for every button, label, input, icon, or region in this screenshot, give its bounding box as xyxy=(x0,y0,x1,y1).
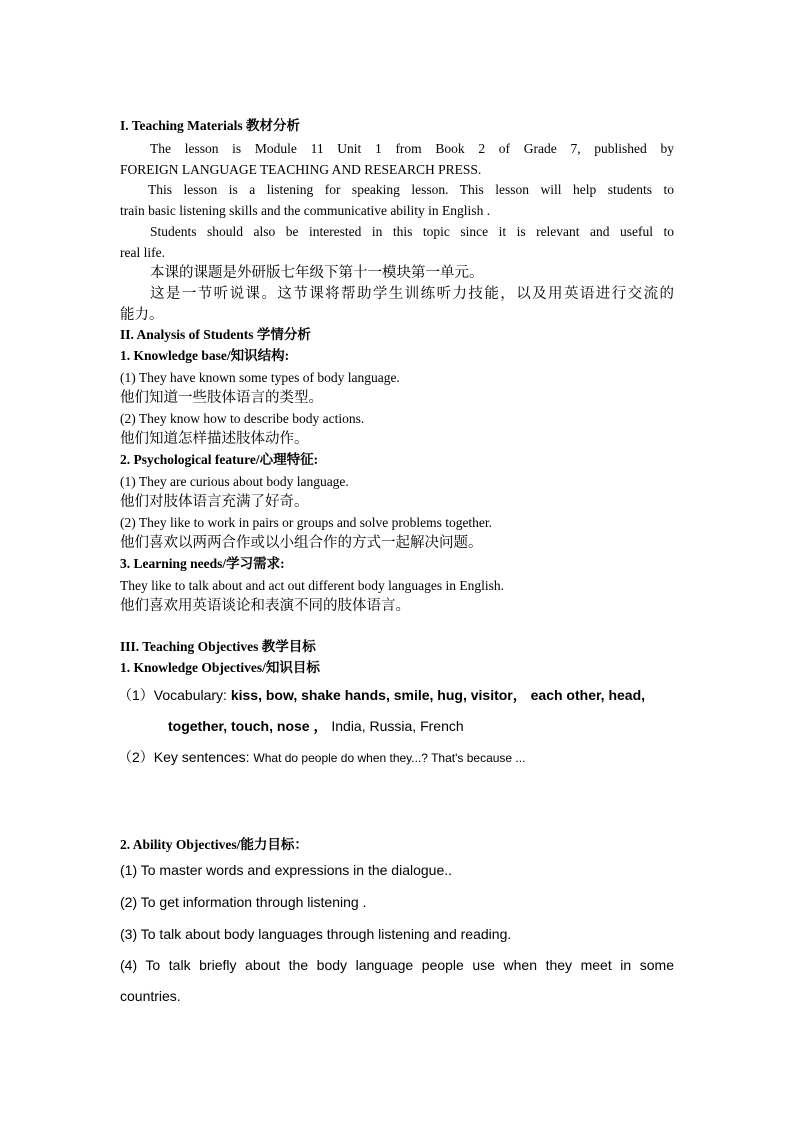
list-item: (4) To talk briefly about the body language people use when they meet in some xyxy=(120,957,674,973)
paragraph-line-cn: 能力。 xyxy=(120,307,164,323)
subheading-psychological-feature: 2. Psychological feature/心理特征: xyxy=(120,452,319,467)
paragraph-line: train basic listening skills and the communicative ability in English . xyxy=(120,203,491,218)
list-item-cn: 他们知道一些肢体语言的类型。 xyxy=(120,390,323,406)
vocabulary-words: kiss, bow, shake hands, smile, hug, visitor， each other, head, xyxy=(230,687,646,703)
list-item-cn: 他们喜欢用英语谈论和表演不同的肢体语言。 xyxy=(120,598,410,614)
list-item: They like to talk about and act out different body languages in English. xyxy=(120,578,505,593)
list-item: (1) They are curious about body language. xyxy=(120,474,349,489)
section-heading-teaching-materials: I. Teaching Materials 教材分析 xyxy=(120,118,301,133)
list-item-cn: 他们喜欢以两两合作或以小组合作的方式一起解决问题。 xyxy=(120,535,483,551)
list-item-continued: countries. xyxy=(120,988,181,1004)
section-heading-analysis-of-students: II. Analysis of Students 学情分析 xyxy=(120,327,311,342)
paragraph-line: Students should also be interested in this topic since it is relevant and useful to xyxy=(150,224,674,239)
section-heading-teaching-objectives: III. Teaching Objectives 教学目标 xyxy=(120,639,316,654)
vocabulary-words: together, touch, nose ， xyxy=(168,718,328,734)
list-item: (2) They like to work in pairs or groups and solve problems together. xyxy=(120,515,493,530)
paragraph-line: The lesson is Module 11 Unit 1 from Book 2 of Grade 7, published by xyxy=(150,141,674,156)
vocabulary-line-2 xyxy=(168,718,678,736)
paragraph-line-cn: 这是一节听说课。这节课将帮助学生训练听力技能，以及用英语进行交流的 xyxy=(150,286,674,302)
key-sentences-line xyxy=(118,749,678,767)
subheading-knowledge-base: 1. Knowledge base/知识结构: xyxy=(120,348,290,363)
paragraph-line: This lesson is a listening for speaking lesson. This lesson will help students to xyxy=(148,182,674,197)
list-item: (1) They have known some types of body language. xyxy=(120,370,400,385)
list-item-cn: 他们知道怎样描述肢体动作。 xyxy=(120,431,309,447)
vocabulary-label: （1）Vocabulary: xyxy=(118,687,231,703)
list-item: (2) To get information through listening . xyxy=(120,894,367,910)
subheading-learning-needs: 3. Learning needs/学习需求: xyxy=(120,556,285,571)
subheading-knowledge-objectives: 1. Knowledge Objectives/知识目标 xyxy=(120,660,320,675)
list-item: (1) To master words and expressions in the dialogue.. xyxy=(120,862,453,878)
key-sentences-text: What do people do when they...? That's because ... xyxy=(253,751,526,765)
paragraph-line-cn: 本课的课题是外研版七年级下第十一模块第一单元。 xyxy=(150,265,484,281)
vocabulary-line xyxy=(118,687,678,705)
key-sentences-label: （2）Key sentences: xyxy=(118,749,254,765)
list-item: (2) They know how to describe body actions. xyxy=(120,411,365,426)
list-item: (3) To talk about body languages through listening and reading. xyxy=(120,926,512,942)
paragraph-line: real life. xyxy=(120,245,165,260)
subheading-ability-objectives: 2. Ability Objectives/能力目标： xyxy=(120,837,308,852)
paragraph-line: FOREIGN LANGUAGE TEACHING AND RESEARCH PRESS. xyxy=(120,162,482,177)
vocabulary-words-regular: India, Russia, French xyxy=(327,718,464,734)
list-item-cn: 他们对肢体语言充满了好奇。 xyxy=(120,494,309,510)
